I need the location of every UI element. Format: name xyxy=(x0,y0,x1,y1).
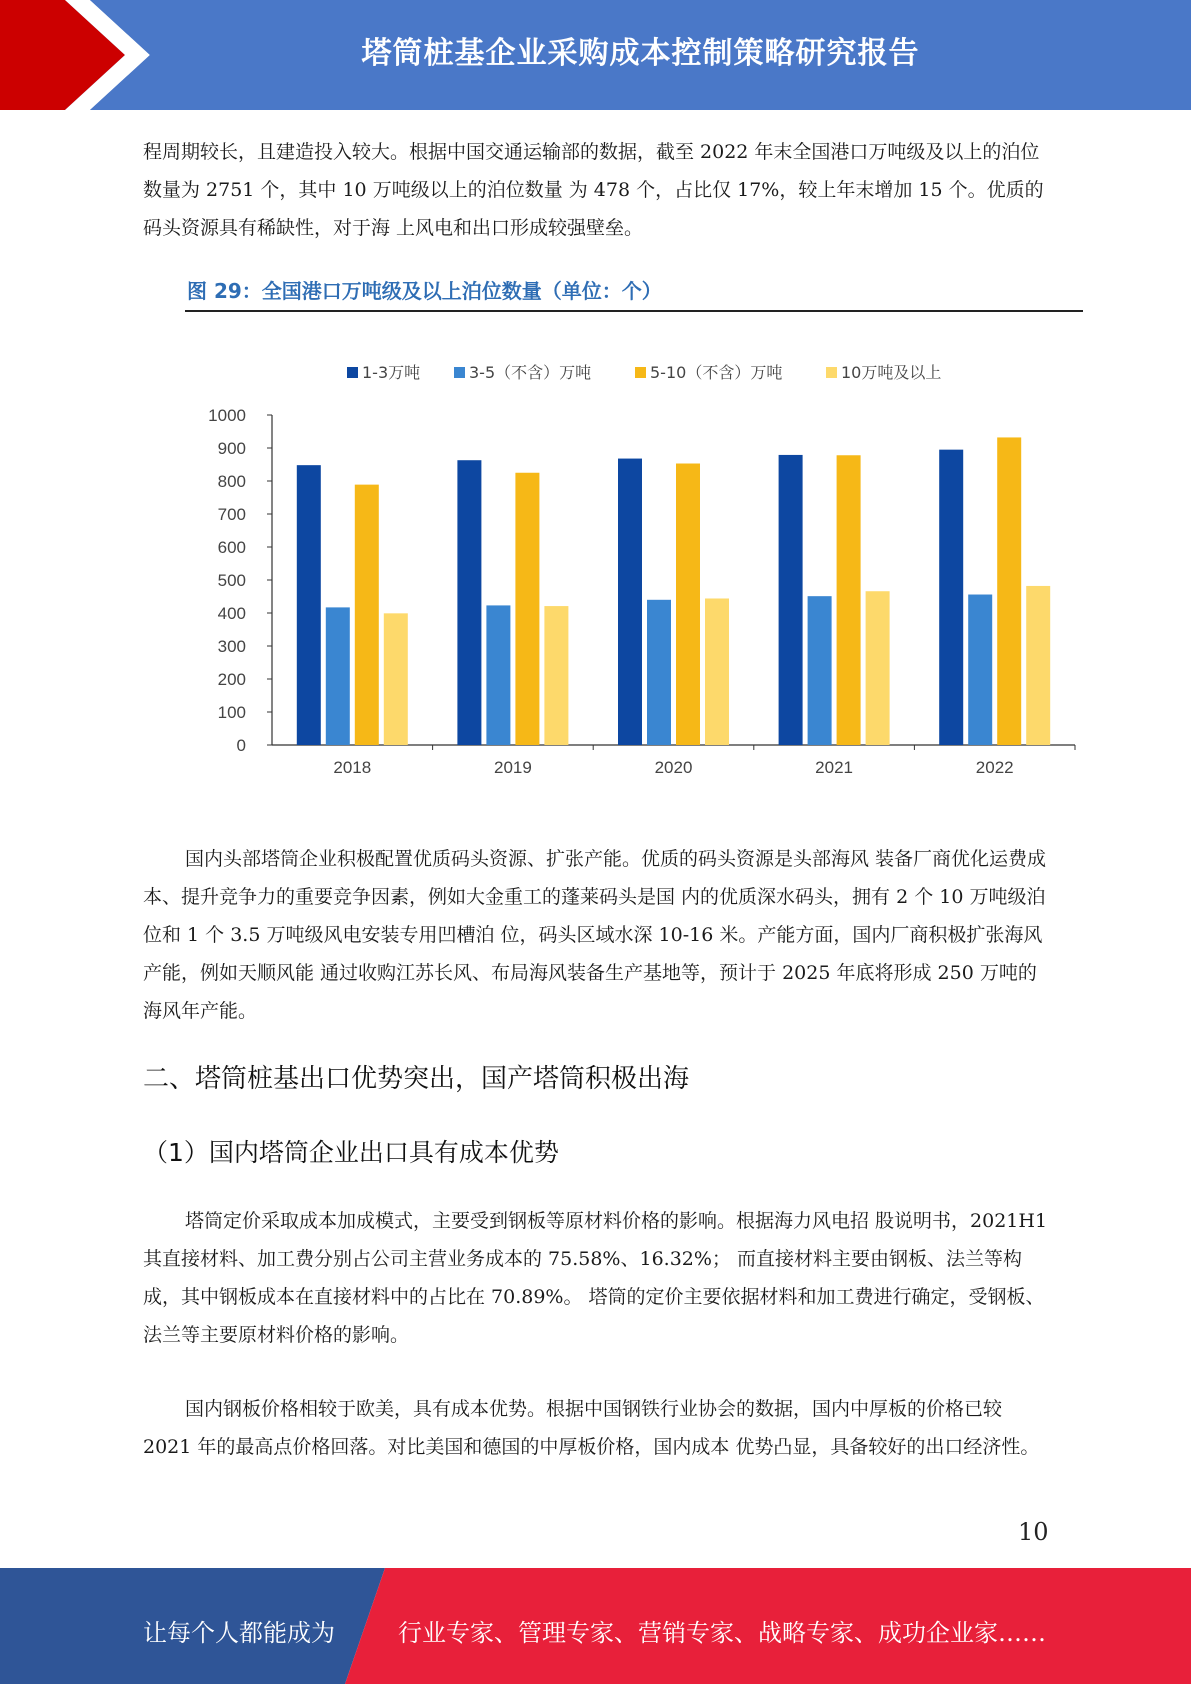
bar xyxy=(808,596,832,745)
y-tick-label: 500 xyxy=(217,571,246,590)
footer-slogan-right: 行业专家、管理专家、营销专家、战略专家、成功企业家…… xyxy=(398,1619,1046,1647)
legend-swatch xyxy=(454,367,465,378)
paragraph-berths: 程周期较长，且建造投入较大。根据中国交通运输部的数据，截至 2022 年末全国港口万吨级及以上的泊位数量为 2751 个，其中 10 万吨级以上的泊位数量 为 478 个，占比仅 17%，较上年末增加 15 个。优质的码头资源具有稀缺性，对于海 上风电和出口形成较强壁垒。 xyxy=(143,141,1044,239)
x-tick-label: 2021 xyxy=(815,758,854,775)
figure-title: 图 29：全国港口万吨级及以上泊位数量（单位：个） xyxy=(187,279,662,303)
paragraph-dock-resources: 国内头部塔筒企业积极配置优质码头资源、扩张产能。优质的码头资源是头部海风 装备厂商优化运费成本、提升竞争力的重要竞争因素，例如大金重工的蓬莱码头是国 内的优质深水码头，拥有 2 个 10 万吨级泊位和 1 个 3.5 万吨级风电安装专用凹槽泊 位，码头区域水深 10-16 米。产能方面，国内厂商积极扩张海风产能，例如天顺风能 通过收购江苏长风、布局海风装备生产基地等，预计于 2025 年底将形成 250 万吨的 海风年产能。 xyxy=(143,848,1047,1022)
page-number: 10 xyxy=(1018,1518,1049,1546)
bar xyxy=(968,595,992,745)
page-footer xyxy=(0,1568,1191,1684)
x-tick-label: 2019 xyxy=(493,758,532,775)
bar xyxy=(779,455,803,745)
y-tick-label: 800 xyxy=(217,472,246,491)
paragraph-pricing: 塔筒定价采取成本加成模式，主要受到钢板等原材料价格的影响。根据海力风电招 股说明书，2021H1 其直接材料、加工费分别占公司主营业务成本的 75.58%、16.32%； 而直接材料主要由钢板、法兰等构成，其中钢板成本在直接材料中的占比在 70.89%。 塔筒的定价主要依据材料和加工费进行确定，受钢板、法兰等主要原材料价格的影响。 xyxy=(143,1210,1048,1346)
y-tick-label: 600 xyxy=(217,538,246,557)
section-heading: 二、塔筒桩基出口优势突出，国产塔筒积极出海 xyxy=(143,1064,690,1094)
legend-label: 3-5（不含）万吨 xyxy=(469,363,592,382)
page-header xyxy=(0,0,1191,110)
subsection-heading: （1）国内塔筒企业出口具有成本优势 xyxy=(143,1138,559,1167)
legend-label: 5-10（不含）万吨 xyxy=(650,363,783,382)
y-tick-label: 900 xyxy=(217,439,246,458)
x-tick-label: 2020 xyxy=(654,758,693,775)
bar xyxy=(705,598,729,745)
bar xyxy=(837,455,861,745)
legend-label: 1-3万吨 xyxy=(362,363,421,382)
y-tick-label: 100 xyxy=(217,703,246,722)
bar xyxy=(676,464,700,745)
legend-swatch xyxy=(347,367,358,378)
bar xyxy=(866,591,890,745)
footer-slogan-left: 让每个人都能成为 xyxy=(143,1619,335,1647)
bar xyxy=(618,459,642,745)
legend-swatch xyxy=(826,367,837,378)
berth-count-bar-chart xyxy=(190,345,1080,775)
bar xyxy=(326,607,350,745)
bar xyxy=(515,473,539,745)
report-title: 塔筒桩基企业采购成本控制策略研究报告 xyxy=(361,36,920,71)
legend-label: 10万吨及以上 xyxy=(841,363,942,382)
x-tick-label: 2018 xyxy=(333,758,372,775)
bar xyxy=(297,465,321,745)
legend-swatch xyxy=(635,367,646,378)
y-tick-label: 700 xyxy=(217,505,246,524)
bar xyxy=(939,450,963,745)
y-tick-label: 1000 xyxy=(208,406,246,425)
figure-title-rule xyxy=(185,310,1083,312)
bar xyxy=(997,437,1021,745)
bar xyxy=(544,606,568,745)
y-tick-label: 400 xyxy=(217,604,246,623)
y-tick-label: 0 xyxy=(236,736,246,755)
bar xyxy=(1026,586,1050,745)
x-tick-label: 2022 xyxy=(975,758,1014,775)
y-tick-label: 200 xyxy=(217,670,246,689)
bar xyxy=(486,605,510,745)
bar xyxy=(457,460,481,745)
bar xyxy=(647,600,671,745)
bar xyxy=(355,485,379,745)
bar xyxy=(384,613,408,745)
paragraph-steel-price: 国内钢板价格相较于欧美，具有成本优势。根据中国钢铁行业协会的数据，国内中厚板的价格已较 2021 年的最高点价格回落。对比美国和德国的中厚板价格，国内成本 优势凸显，具备较好的出口经济性。 xyxy=(143,1398,1040,1458)
y-tick-label: 300 xyxy=(217,637,246,656)
